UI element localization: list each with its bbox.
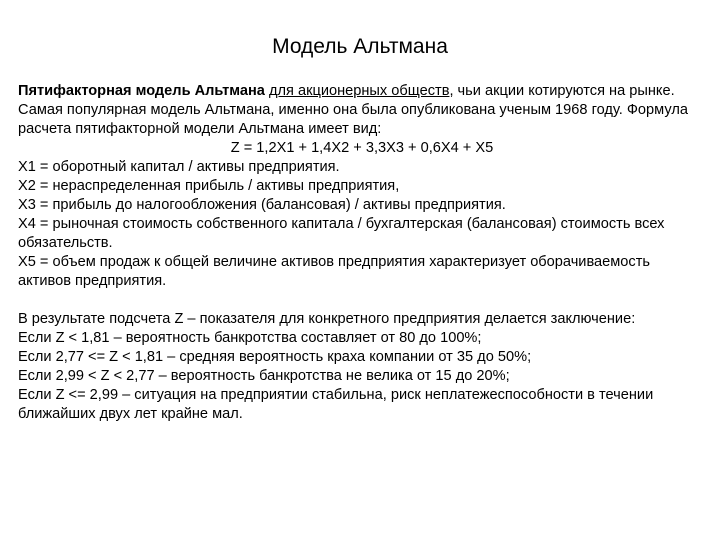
results-list <box>18 310 706 424</box>
variable-x3: X3 = прибыль до налогообложения (балансовая) / активы предприятия. <box>18 197 506 213</box>
results-intro: В результате подсчета Z – показателя для конкретного предприятия делается заключение: <box>18 311 636 327</box>
intro-text: , чьи акции котируются на рынке. Самая популярная модель Альтмана, именно она была опубликована ученым 1968 году. Формула расчета пятифакторной модели Альтмана имеет вид: <box>18 83 688 137</box>
formula: Z = 1,2X1 + 1,4X2 + 3,3X3 + 0,6X4 + X5 <box>230 140 494 156</box>
slide-body <box>18 82 706 424</box>
intro-paragraph <box>18 82 706 139</box>
variable-x1: X1 = оборотный капитал / активы предприятия. <box>18 159 340 175</box>
variable-x5: X5 = объем продаж к общей величине активов предприятия характеризует оборачиваемость активов предприятия. <box>18 254 651 289</box>
result-line-1: Если Z < 1,81 – вероятность банкротства составляет от 80 до 100%; <box>18 330 482 346</box>
page-title: Модель Альтмана <box>272 35 448 58</box>
variable-x2: X2 = нераспределенная прибыль / активы предприятия, <box>18 178 400 194</box>
intro-link[interactable]: для акционерных обществ <box>268 83 450 99</box>
variable-x4: X4 = рыночная стоимость собственного капитала / бухгалтерская (балансовая) стоимость всех обязательств. <box>18 216 665 251</box>
result-line-2: Если 2,77 <= Z < 1,81 – средняя вероятность краха компании от 35 до 50%; <box>18 349 532 365</box>
variables-list <box>18 158 706 291</box>
result-line-3: Если 2,99 < Z < 2,77 – вероятность банкротства не велика от 15 до 20%; <box>18 368 510 384</box>
intro-bold-term: Пятифакторная модель Альтмана <box>18 83 265 99</box>
result-line-4: Если Z <= 2,99 – ситуация на предприятии стабильна, риск неплатежеспособности в течении ближайших двух лет крайне мал. <box>18 387 654 422</box>
